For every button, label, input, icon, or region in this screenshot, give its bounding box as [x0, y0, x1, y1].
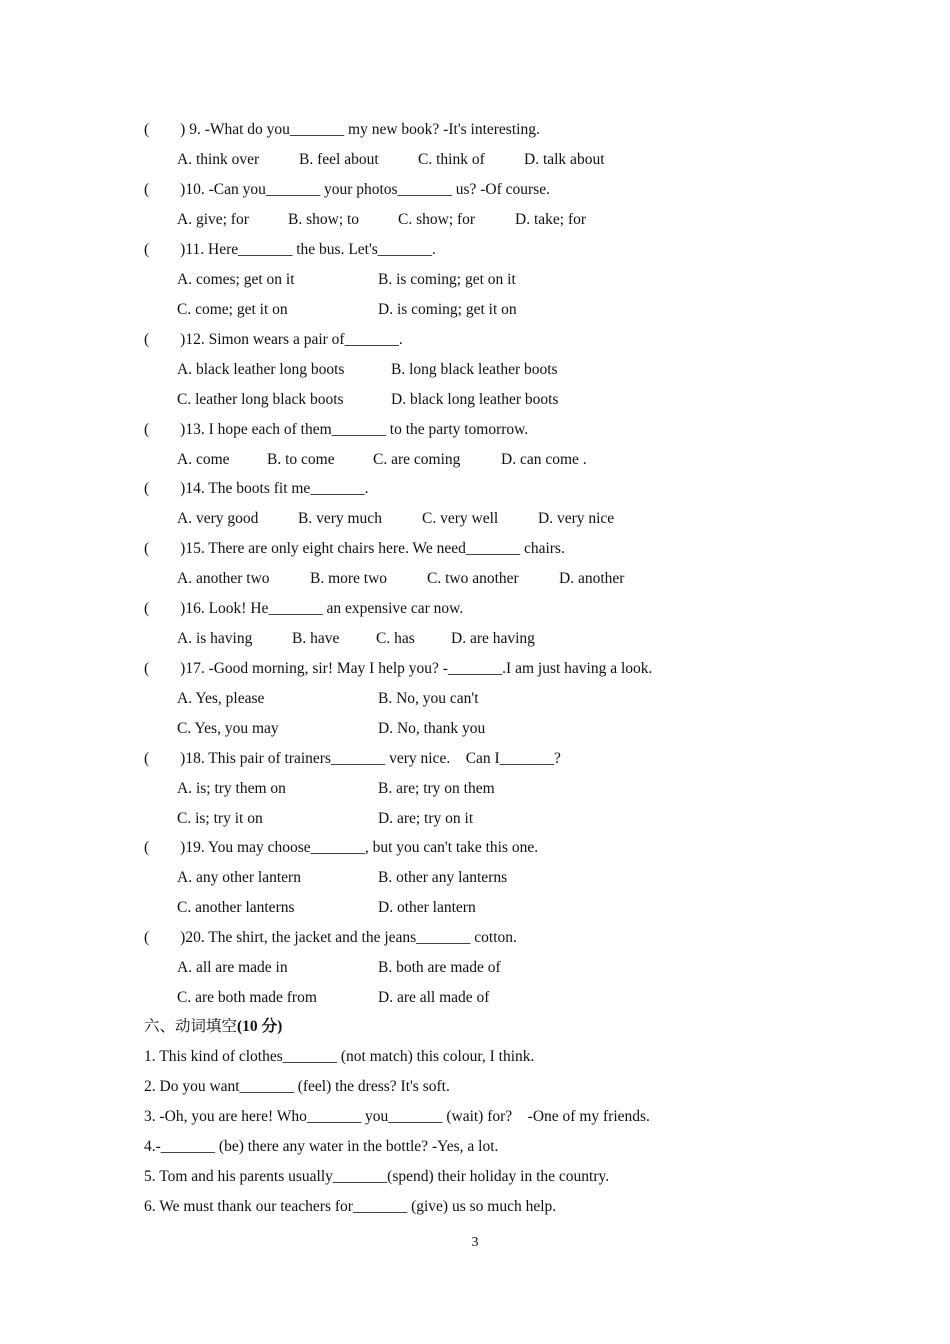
- q10-option-d: D. take; for: [515, 211, 587, 228]
- q15-option-c: C. two another: [427, 570, 519, 587]
- q9-option-d: D. talk about: [524, 151, 605, 168]
- question-16-stem: ( )16. Look! He_______ an expensive car now.: [144, 600, 464, 617]
- q16-option-c: C. has: [376, 630, 415, 647]
- fill-item-5: 5. Tom and his parents usually_______(spend) their holiday in the country.: [144, 1168, 610, 1185]
- q11-option-c: C. come; get it on: [177, 301, 288, 318]
- q14-option-c: C. very well: [422, 510, 499, 527]
- q13-option-b: B. to come: [267, 451, 335, 468]
- question-10-stem: ( )10. -Can you_______ your photos_______ us? -Of course.: [144, 181, 550, 198]
- section-6-title-score: (10: [237, 1018, 262, 1035]
- fill-item-6: 6. We must thank our teachers for_______ (give) us so much help.: [144, 1198, 557, 1215]
- q17-option-b: B. No, you can't: [378, 690, 479, 707]
- q18-option-c: C. is; try it on: [177, 810, 263, 827]
- q16-option-b: B. have: [292, 630, 340, 647]
- q13-option-a: A. come: [177, 451, 230, 468]
- question-9-stem: ( ) 9. -What do you_______ my new book? -It's interesting.: [144, 121, 540, 138]
- q12-option-a: A. black leather long boots: [177, 361, 345, 378]
- q17-option-d: D. No, thank you: [378, 720, 486, 737]
- q14-option-b: B. very much: [298, 510, 382, 527]
- question-11-stem: ( )11. Here_______ the bus. Let's_______.: [144, 241, 436, 258]
- q10-option-a: A. give; for: [177, 211, 249, 228]
- q20-option-a: A. all are made in: [177, 959, 288, 976]
- q19-option-b: B. other any lanterns: [378, 869, 508, 886]
- q11-option-d: D. is coming; get it on: [378, 301, 517, 318]
- fill-item-2: 2. Do you want_______ (feel) the dress? It's soft.: [144, 1078, 450, 1095]
- q20-option-c: C. are both made from: [177, 989, 317, 1006]
- q12-option-b: B. long black leather boots: [391, 361, 558, 378]
- page-number: 3: [471, 1235, 479, 1250]
- fill-item-3: 3. -Oh, you are here! Who_______ you_______ (wait) for? -One of my friends.: [144, 1108, 650, 1125]
- q15-option-d: D. another: [559, 570, 625, 587]
- fill-item-1: 1. This kind of clothes_______ (not match) this colour, I think.: [144, 1048, 535, 1065]
- q18-option-a: A. is; try them on: [177, 780, 286, 797]
- q17-option-c: C. Yes, you may: [177, 720, 279, 737]
- question-15-stem: ( )15. There are only eight chairs here. We need_______ chairs.: [144, 540, 565, 557]
- q15-option-b: B. more two: [310, 570, 388, 587]
- q20-option-d: D. are all made of: [378, 989, 490, 1006]
- q12-option-c: C. leather long black boots: [177, 391, 344, 408]
- q9-option-b: B. feel about: [299, 151, 379, 168]
- q11-option-b: B. is coming; get on it: [378, 271, 516, 288]
- fill-item-4: 4.-_______ (be) there any water in the bottle? -Yes, a lot.: [144, 1138, 499, 1155]
- question-20-stem: ( )20. The shirt, the jacket and the jeans_______ cotton.: [144, 929, 517, 946]
- q11-option-a: A. comes; get on it: [177, 271, 295, 288]
- question-12-stem: ( )12. Simon wears a pair of_______.: [144, 331, 403, 348]
- question-13-stem: ( )13. I hope each of them_______ to the party tomorrow.: [144, 421, 529, 438]
- q14-option-a: A. very good: [177, 510, 259, 527]
- q18-option-d: D. are; try on it: [378, 810, 474, 827]
- q19-option-d: D. other lantern: [378, 899, 476, 916]
- question-14-stem: ( )14. The boots fit me_______.: [144, 480, 369, 497]
- q10-option-b: B. show; to: [288, 211, 360, 228]
- q19-option-c: C. another lanterns: [177, 899, 295, 916]
- q17-option-a: A. Yes, please: [177, 690, 265, 707]
- q9-option-c: C. think of: [418, 151, 485, 168]
- q13-option-d: D. can come .: [501, 451, 587, 468]
- q12-option-d: D. black long leather boots: [391, 391, 559, 408]
- section-6-title: [144, 1017, 282, 1037]
- section-6-title-prefix: 六、动词填空: [144, 1018, 238, 1035]
- question-18-stem: ( )18. This pair of trainers_______ very nice. Can I_______?: [144, 750, 561, 767]
- q16-option-d: D. are having: [451, 630, 535, 647]
- q19-option-a: A. any other lantern: [177, 869, 301, 886]
- q16-option-a: A. is having: [177, 630, 253, 647]
- q14-option-d: D. very nice: [538, 510, 615, 527]
- q18-option-b: B. are; try on them: [378, 780, 495, 797]
- question-19-stem: ( )19. You may choose_______, but you can't take this one.: [144, 839, 539, 856]
- q20-option-b: B. both are made of: [378, 959, 501, 976]
- question-17-stem: ( )17. -Good morning, sir! May I help you? -_______.I am just having a look.: [144, 660, 653, 677]
- section-6-title-suffix: 分): [261, 1018, 283, 1035]
- q9-option-a: A. think over: [177, 151, 260, 168]
- q10-option-c: C. show; for: [398, 211, 476, 228]
- q13-option-c: C. are coming: [373, 451, 461, 468]
- q15-option-a: A. another two: [177, 570, 270, 587]
